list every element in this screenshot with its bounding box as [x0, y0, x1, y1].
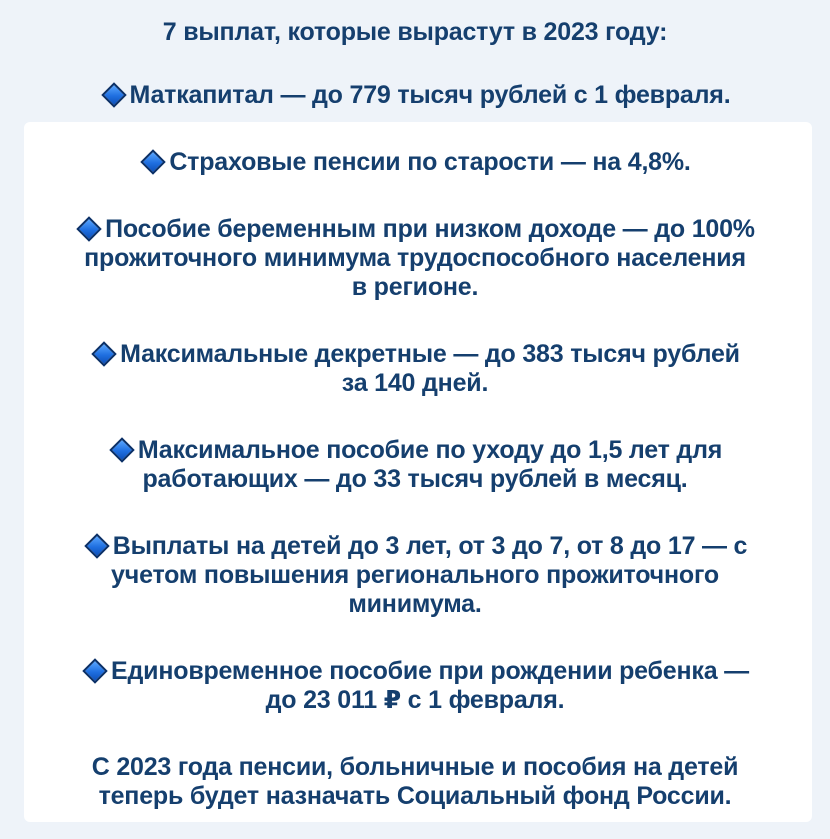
list-item-insurance-pensions: [0, 110, 830, 177]
item-text: Маткапитал — до 779 тысяч рублей с 1 февраля.: [129, 81, 731, 109]
footer-text: теперь будет назначать Социальный фонд России.: [98, 782, 732, 810]
item-text: минимума.: [348, 590, 482, 618]
item-text: прожиточного минимума трудоспособного населения: [84, 244, 746, 272]
item-text: за 140 дней.: [341, 369, 489, 397]
page-title: 7 выплат, которые вырастут в 2023 году:: [162, 18, 668, 46]
diamond-icon: [84, 533, 109, 558]
item-text: Максимальное пособие по уходу до 1,5 лет для: [137, 436, 723, 464]
footer-text: С 2023 года пенсии, больничные и пособия на детей: [91, 753, 739, 781]
item-text: работающих — до 33 тысяч рублей в месяц.: [142, 465, 688, 493]
item-text: Максимальные декретные — до 383 тысяч рублей: [120, 340, 740, 368]
item-text: Выплаты на детей до 3 лет, от 3 до 7, от 8 до 17 — с: [112, 532, 748, 560]
item-text: до 23 011 ₽ с 1 февраля.: [265, 686, 565, 714]
list-item-birth-allowance: [0, 619, 830, 715]
item-text: в регионе.: [351, 273, 479, 301]
diamond-icon: [109, 437, 134, 462]
item-text: Пособие беременным при низком доходе — до 100%: [105, 215, 755, 243]
item-text: Страховые пенсии по старости — на 4,8%.: [169, 148, 691, 176]
list-item-maternity-leave: [0, 302, 830, 398]
diamond-icon: [91, 341, 116, 366]
diamond-icon: [76, 216, 101, 241]
item-text: учетом повышения регионального прожиточного: [111, 561, 719, 589]
list-item-pregnancy-allowance: [0, 177, 830, 302]
diamond-icon: [82, 658, 107, 683]
list-item-child-payments: [0, 494, 830, 619]
list-item-maternity-capital: [0, 47, 830, 110]
footer-note: [0, 715, 830, 811]
item-text: Единовременное пособие при рождении ребенка —: [111, 657, 749, 685]
diamond-icon: [101, 82, 126, 107]
list-item-childcare-allowance: [0, 398, 830, 494]
diamond-icon: [141, 149, 166, 174]
